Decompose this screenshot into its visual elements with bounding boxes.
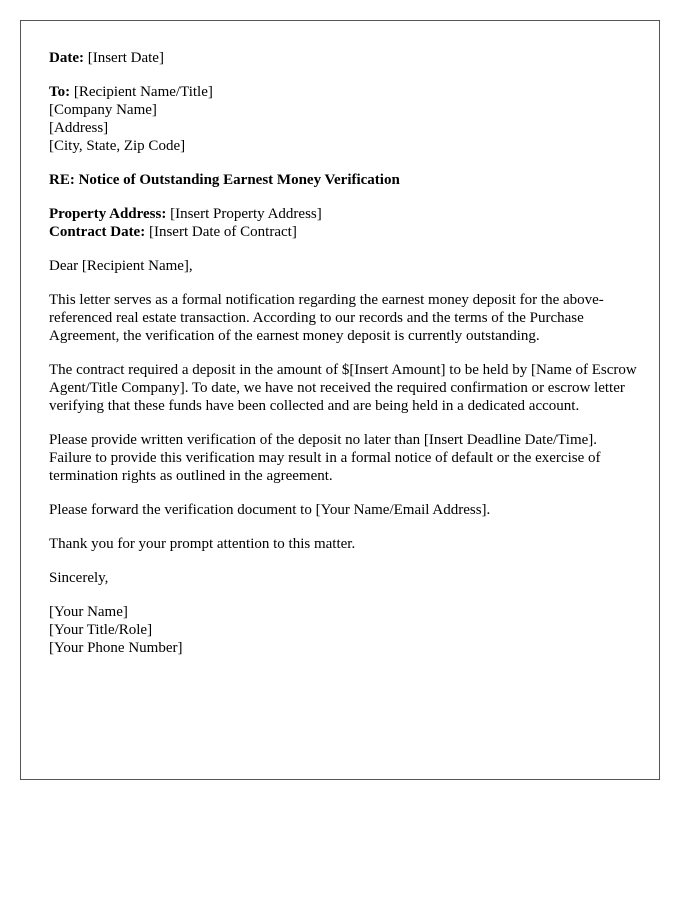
property-address-value: [Insert Property Address] xyxy=(170,206,322,222)
body-paragraph-4: Please forward the verification document to [Your Name/Email Address]. xyxy=(49,502,491,518)
recipient-name-title: [Recipient Name/Title] xyxy=(73,84,213,100)
body-paragraph-3: Please provide written verification of the deposit no later than [Insert Deadline Date/Time]. Failure to provide this verification may result in a formal notice of default or the exercise of termination rights as outlined in the agreement. xyxy=(49,432,601,484)
recipient-city-state-zip: [City, State, Zip Code] xyxy=(49,138,186,154)
date-value: [Insert Date] xyxy=(87,50,164,66)
body-paragraph-2: The contract required a deposit in the amount of $[Insert Amount] to be held by [Name of Escrow Agent/Title Company]. To date, we have not received the required confirmation or escrow letter verifying that these funds have been collected and are being held in a dedicated account. xyxy=(49,362,637,414)
letter-page xyxy=(20,20,660,780)
signature-name: [Your Name] xyxy=(49,604,128,620)
property-block xyxy=(49,205,639,241)
contract-date-value: [Insert Date of Contract] xyxy=(148,224,297,240)
body-paragraph-1: This letter serves as a formal notification regarding the earnest money deposit for the above-referenced real estate transaction. According to our records and the terms of the Purchase Agreement, the verification of the earnest money deposit is currently outstanding. xyxy=(49,292,604,344)
signature-block xyxy=(49,603,639,657)
date-label: Date: xyxy=(49,50,84,66)
signature-phone: [Your Phone Number] xyxy=(49,640,183,656)
subject-line: RE: Notice of Outstanding Earnest Money Verification xyxy=(49,172,400,188)
body-paragraph-5: Thank you for your prompt attention to this matter. xyxy=(49,536,356,552)
date-line xyxy=(49,49,639,67)
recipient-block xyxy=(49,83,639,155)
salutation: Dear [Recipient Name], xyxy=(49,258,193,274)
property-address-label: Property Address: xyxy=(49,206,167,222)
closing: Sincerely, xyxy=(49,570,109,586)
recipient-address: [Address] xyxy=(49,120,109,136)
recipient-label: To: xyxy=(49,84,71,100)
recipient-company: [Company Name] xyxy=(49,102,157,118)
signature-title: [Your Title/Role] xyxy=(49,622,153,638)
letter-content xyxy=(49,49,639,673)
contract-date-label: Contract Date: xyxy=(49,224,146,240)
